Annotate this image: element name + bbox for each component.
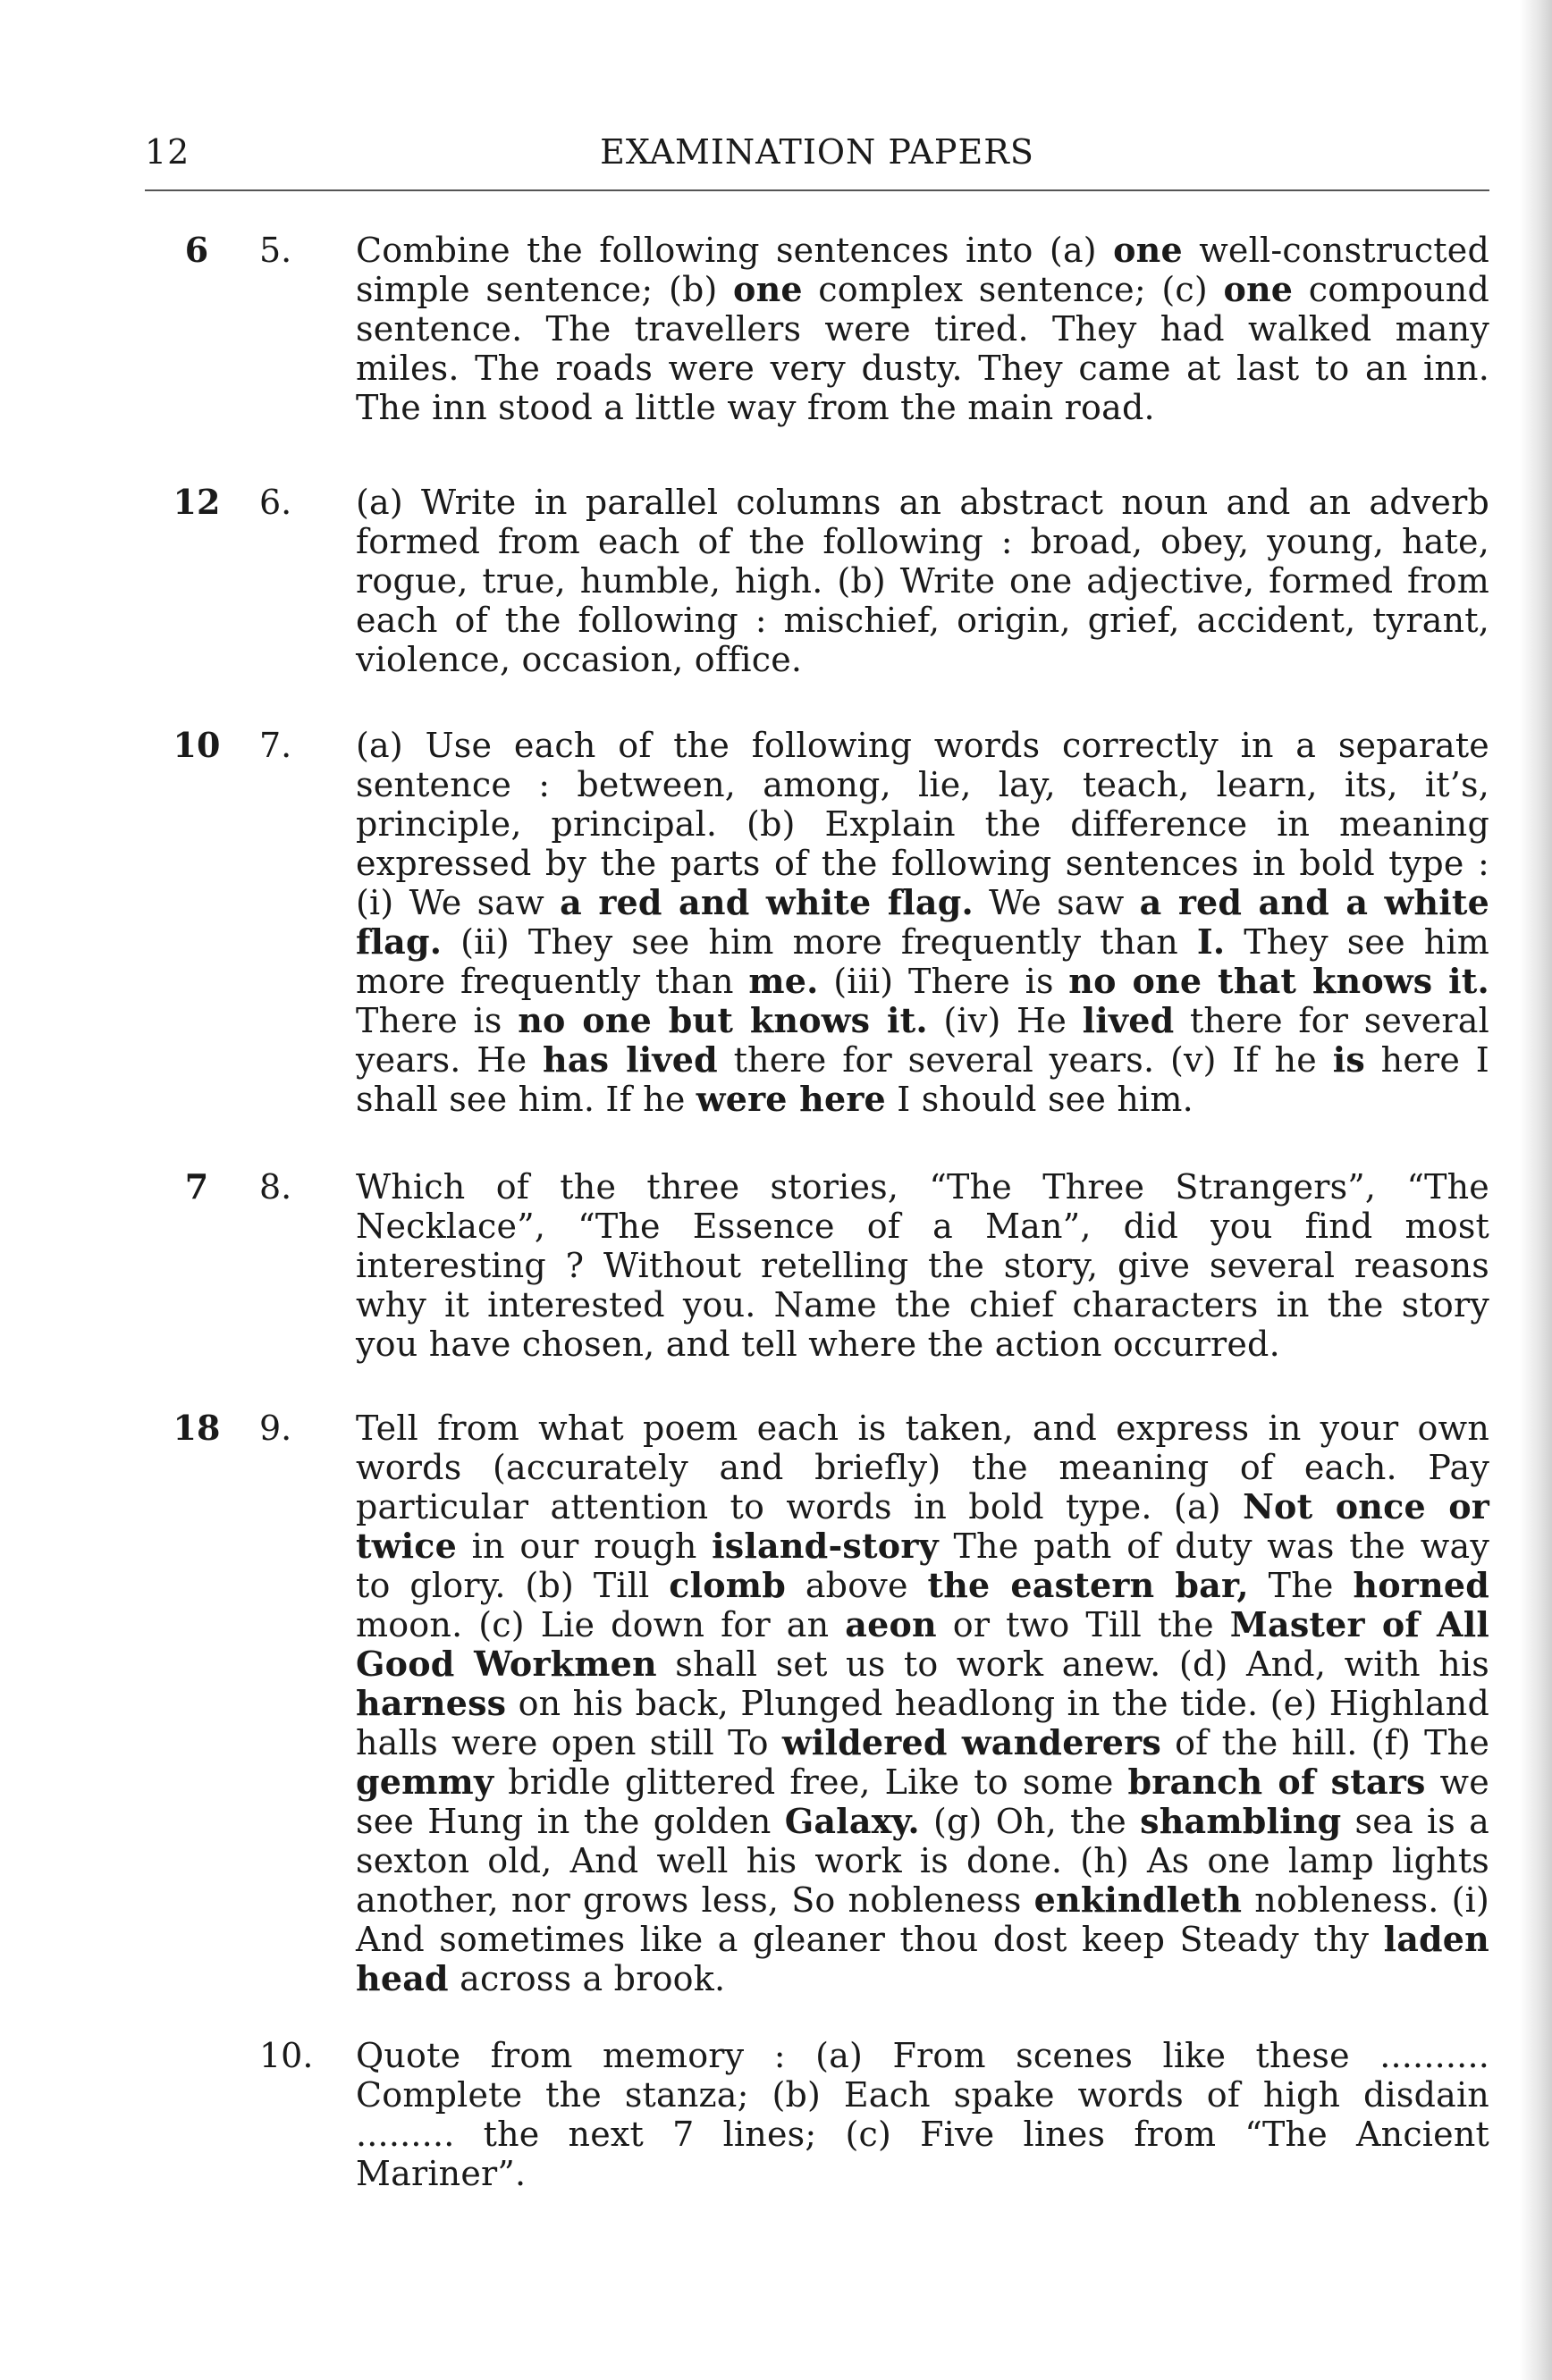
bold-phrase: shambling — [1140, 1801, 1342, 1841]
question-text — [356, 2036, 1489, 2193]
text-run: Tell from what poem each is taken, and express in your own words (accurately and briefly) the meaning of each. Pay particular attention to words in bold type. (a) — [356, 1409, 1489, 1526]
bold-phrase: Not once or twice — [356, 1486, 1489, 1566]
question-text — [356, 1409, 1489, 1998]
bold-phrase: clomb — [669, 1565, 786, 1605]
bold-phrase: gemmy — [356, 1762, 494, 1802]
text-run: (a) Use each of the following words correctly in a separate sentence : between, among, lie, lay, teach, learn, its, it’s, principle, principal. (b) Explain the difference in meaning expressed by the parts of the following sentences in bold type : (i) We saw — [356, 726, 1489, 922]
text-run: They see him more frequently than — [356, 922, 1489, 1001]
question-marks: 10 — [173, 725, 221, 765]
bold-phrase: I. — [1196, 921, 1226, 962]
text-run: (a) Write in parallel columns an abstract noun and an adverb formed from each of the following : broad, obey, young, hate, rogue, true, humble, high. (b) Write one adjective, formed from each of the following : mischief, origin, grief, accident, tyrant, violence, occasion, office. — [356, 483, 1489, 679]
text-run: there for several years. He — [356, 1001, 1490, 1080]
bold-phrase: aeon — [845, 1604, 937, 1644]
text-run: bridle glittered free, Like to some — [493, 1762, 1128, 1802]
text-run: The path of duty was the way to glory. (b) Till — [356, 1526, 1490, 1605]
text-run: We saw — [973, 883, 1140, 922]
bold-phrase: horned — [1353, 1565, 1489, 1605]
text-run: sea is a sexton old, And well his work is done. (h) As one lamp lights another, nor grows less, So nobleness — [356, 1802, 1489, 1920]
text-run: nobleness. (i) And sometimes like a gleaner thou dost keep Steady thy — [356, 1880, 1489, 1959]
bold-phrase: enkindleth — [1033, 1880, 1243, 1920]
bold-phrase: a red and a white flag. — [356, 882, 1490, 962]
bold-phrase: is — [1332, 1039, 1365, 1080]
question-marks: 18 — [173, 1408, 221, 1448]
bold-phrase: one — [733, 269, 803, 309]
text-run: in our rough — [457, 1526, 713, 1566]
bold-phrase: a red and white flag. — [560, 882, 974, 922]
text-run: we see Hung in the golden — [356, 1762, 1489, 1841]
text-run: of the hill. (f) The — [1160, 1723, 1490, 1762]
bold-phrase: Galaxy. — [784, 1801, 920, 1841]
question-number: 6. — [259, 483, 292, 522]
bold-phrase: Master of All Good Workmen — [356, 1604, 1490, 1684]
text-run: complex sentence; (c) — [802, 270, 1224, 309]
text-run: There is — [356, 1001, 519, 1040]
text-run: (iv) He — [927, 1001, 1083, 1040]
text-run: shall set us to work anew. (d) And, with his — [656, 1644, 1489, 1684]
text-run: compound sentence. The travellers were tired. They had walked many miles. The roads were very dusty. They came at last to an inn. The inn stood a little way from the main road. — [356, 270, 1489, 427]
question-number: 10. — [259, 2036, 314, 2075]
page-edge-shadow — [1520, 0, 1552, 2380]
text-run: here I shall see him. If he — [356, 1040, 1489, 1119]
bold-phrase: one — [1113, 230, 1183, 270]
bold-phrase: one — [1223, 269, 1294, 309]
text-run: (iii) There is — [818, 962, 1069, 1001]
text-run: (g) Oh, the — [919, 1802, 1141, 1841]
text-run: well-constructed simple sentence; (b) — [356, 231, 1489, 309]
bold-phrase: harness — [356, 1683, 507, 1723]
bold-phrase: branch of stars — [1127, 1762, 1426, 1802]
text-run: or two Till the — [936, 1605, 1230, 1644]
running-title: EXAMINATION PAPERS — [600, 132, 1034, 172]
text-run: across a brook. — [448, 1959, 726, 1998]
question-marks: 6 — [184, 230, 209, 270]
bold-phrase: laden head — [356, 1919, 1489, 1998]
question-text — [356, 483, 1489, 679]
header-rule — [145, 189, 1489, 191]
question-marks: 7 — [184, 1166, 209, 1207]
text-run: I should see him. — [885, 1080, 1194, 1119]
question-text — [356, 726, 1489, 1119]
bold-phrase: the eastern bar, — [927, 1565, 1249, 1605]
question-number: 5. — [259, 231, 292, 270]
text-run: Which of the three stories, “The Three Strangers”, “The Necklace”, “The Essence of a Man”, did you find most interesting ? Without retelling the story, give several reasons why it interested you. Name the chief characters in the story you have chosen, and tell where the action occurred. — [356, 1167, 1489, 1364]
text-run: there for several years. (v) If he — [717, 1040, 1333, 1080]
question-number: 8. — [259, 1167, 292, 1207]
text-run: The — [1248, 1566, 1354, 1605]
text-run: Quote from memory : (a) From scenes like these .......... Complete the stanza; (b) Each spake words of high disdain ......... the next 7 lines; (c) Five lines from “The Ancient Mariner”. — [356, 2036, 1489, 2193]
text-run: moon. (c) Lie down for an — [356, 1605, 846, 1644]
text-run: Combine the following sentences into (a) — [356, 231, 1114, 270]
text-run: above — [785, 1566, 928, 1605]
bold-phrase: wildered wanderers — [781, 1722, 1161, 1762]
page-number: 12 — [145, 132, 190, 172]
bold-phrase: no one that knows it. — [1068, 961, 1489, 1001]
question-marks: 12 — [173, 482, 221, 522]
bold-phrase: no one but knows it. — [518, 1000, 928, 1040]
bold-phrase: lived — [1082, 1000, 1175, 1040]
page-header — [145, 132, 1489, 186]
question-number: 9. — [259, 1409, 292, 1448]
text-run: on his back, Plunged headlong in the tide. (e) Highland halls were open still To — [356, 1684, 1489, 1762]
bold-phrase: has lived — [543, 1039, 718, 1080]
bold-phrase: were here — [696, 1079, 886, 1119]
question-text — [356, 231, 1489, 427]
question-text — [356, 1167, 1489, 1364]
bold-phrase: island-story — [712, 1526, 939, 1566]
question-number: 7. — [259, 726, 292, 765]
text-run: (ii) They see him more frequently than — [442, 922, 1197, 962]
bold-phrase: me. — [748, 961, 819, 1001]
